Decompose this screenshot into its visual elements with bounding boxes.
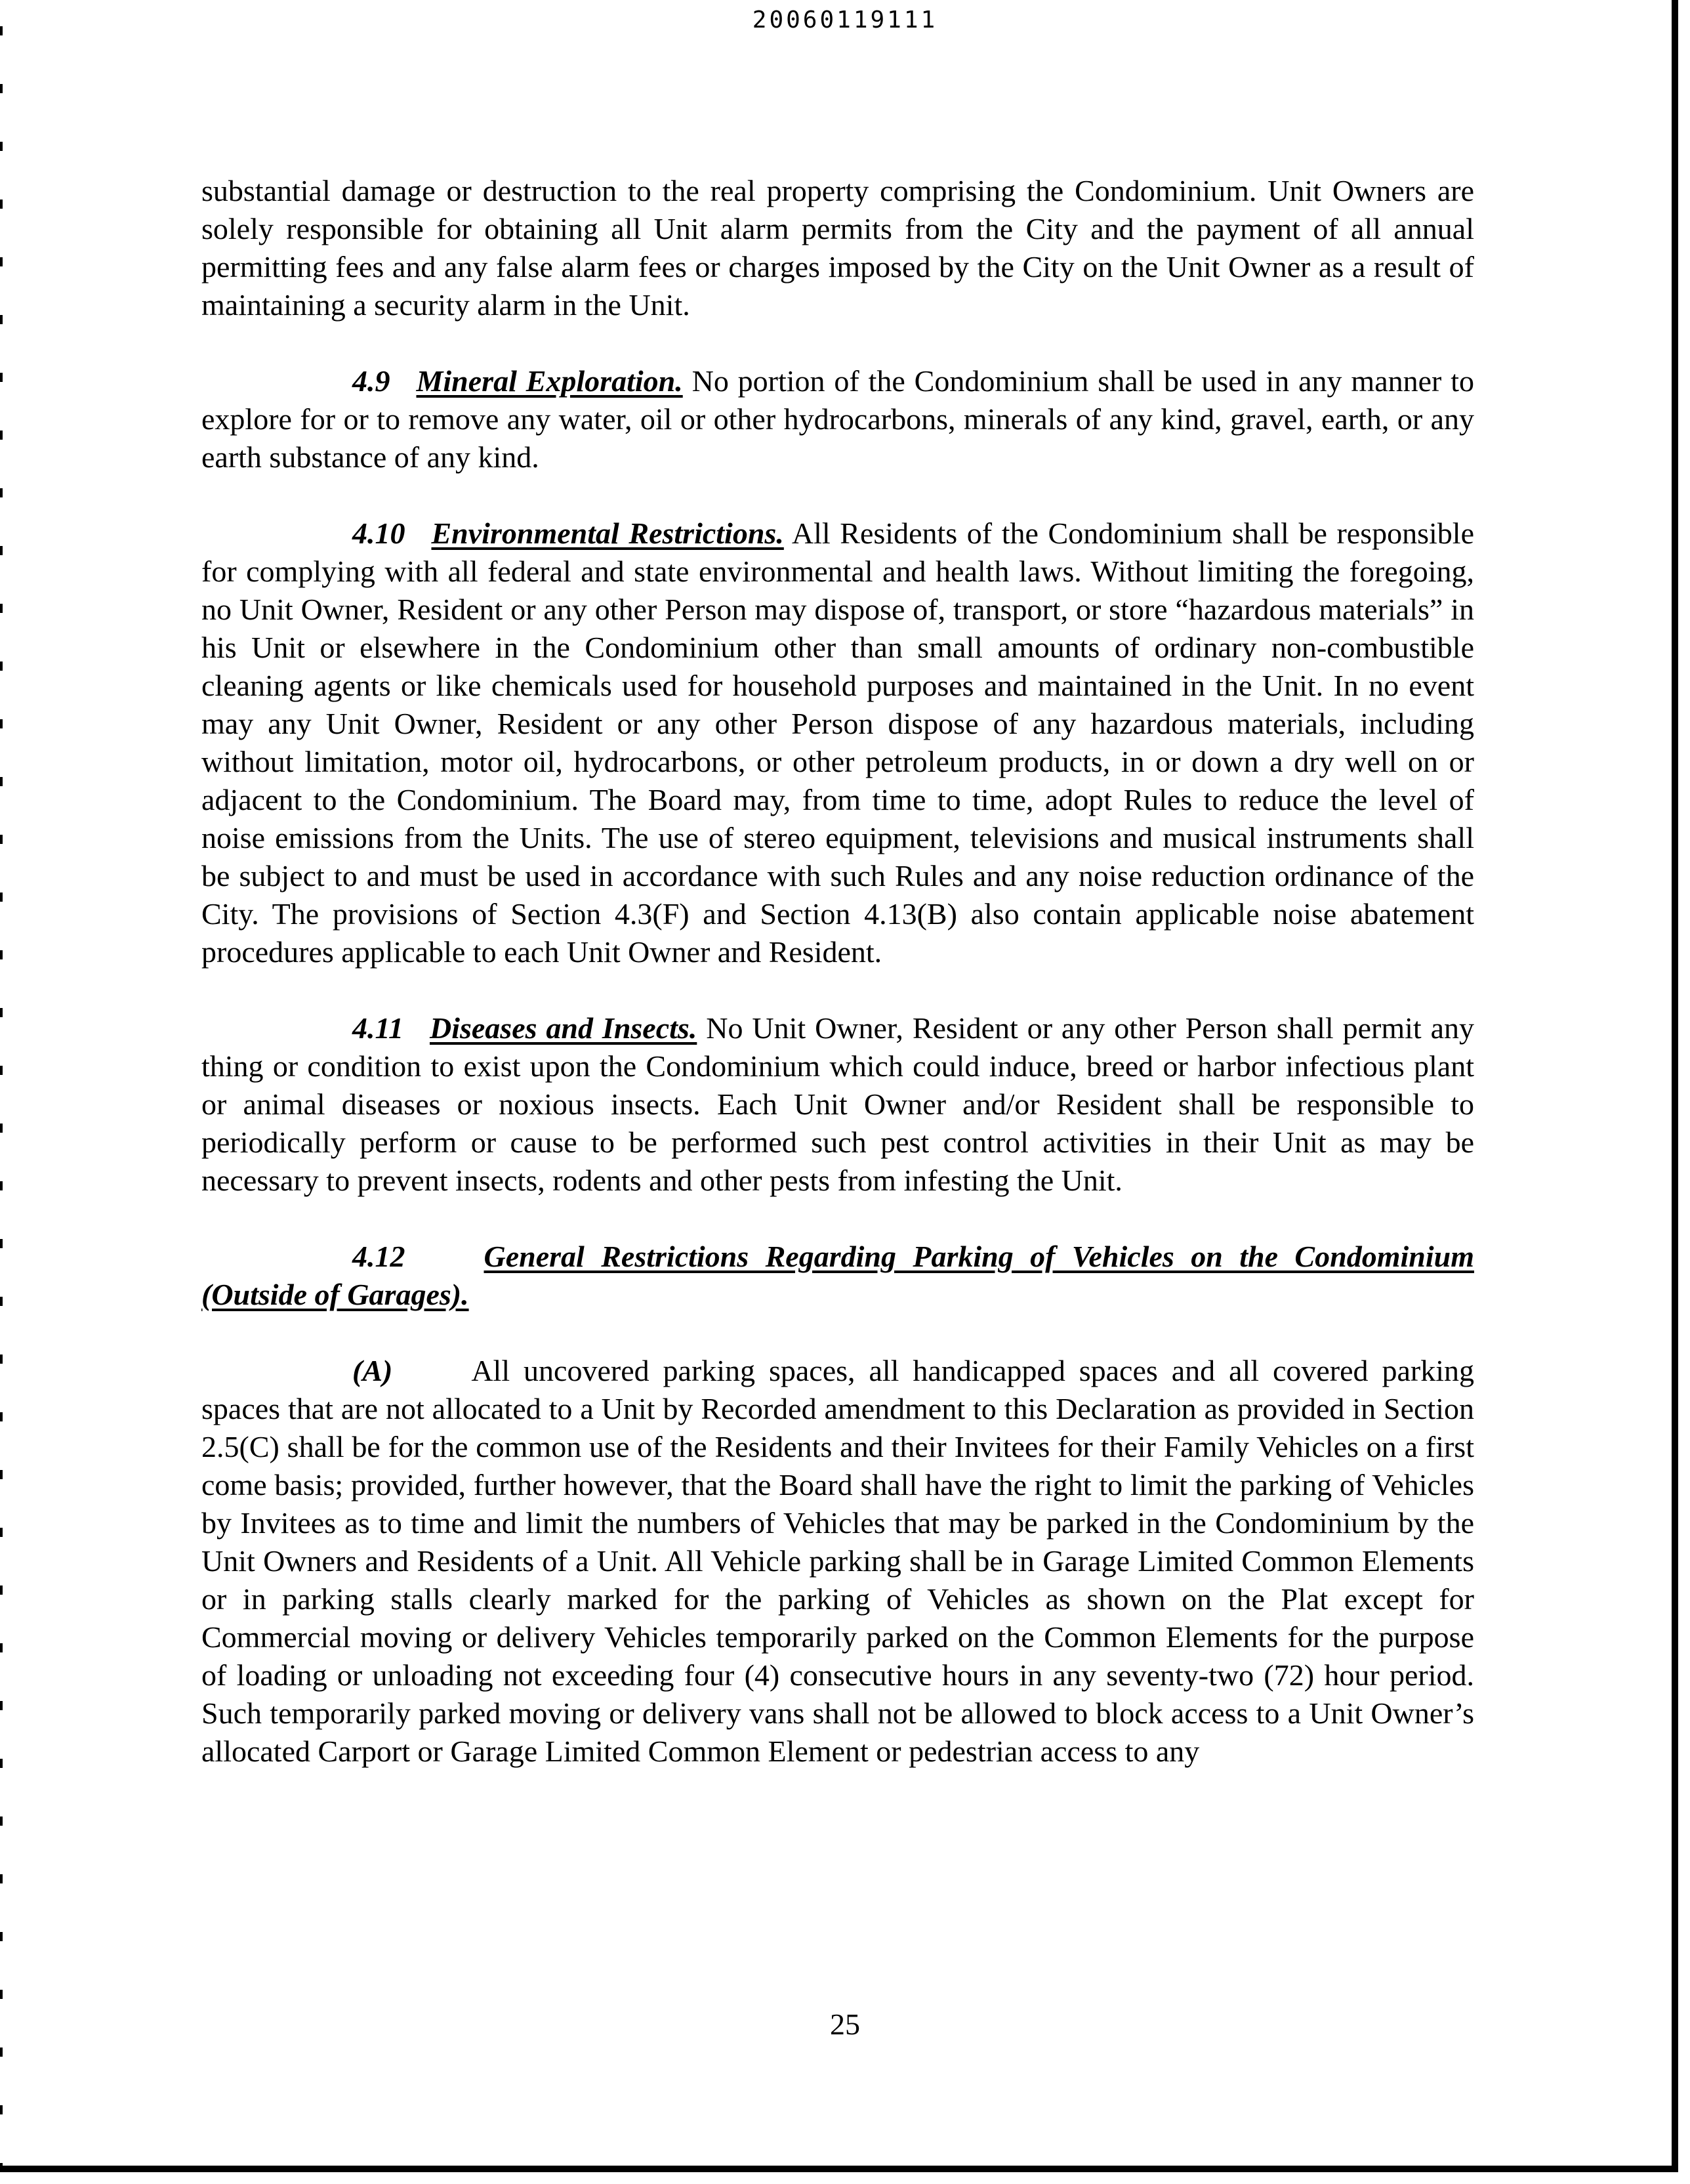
document-number: 20060119111 [752,7,938,33]
section-4-11 [201,1009,1474,1200]
section-heading: General Restrictions Regarding Parking of Vehicles on the Condominium (Outside of Garages). [201,1240,1474,1311]
subsection-label: (A) [352,1354,393,1387]
section-4-10 [201,514,1474,971]
section-number: 4.12 [352,1240,405,1273]
section-heading: Diseases and Insects. [429,1011,697,1045]
page-number: 25 [830,2007,860,2041]
section-number: 4.9 [352,364,390,398]
section-text: No portion of the Condominium shall be used in any manner to explore for or to remove any water, oil or other hydrocarbons, minerals of any kind, gravel, earth, or any earth substance of any kind. [201,364,1474,474]
document-body [201,172,1474,1809]
section-4-9 [201,362,1474,476]
section-text: All Residents of the Condominium shall be responsible for complying with all federal and state environmental and health laws. Without limiting the foregoing, no Unit Owner, Resident or any other Person may dispose of, transport, or store “hazardous materials” in his Unit or elsewhere in the Condominium other than small amounts of ordinary non-combustible cleaning agents or like chemicals used for household purposes and maintained in the Unit. In no event may any Unit Owner, Resident or any other Person dispose of any hazardous materials, including without limitation, motor oil, hydrocarbons, or other petroleum products, in or down a dry well on or adjacent to the Condominium. The Board may, from time to time, adopt Rules to reduce the level of noise emissions from the Units. The use of stereo equipment, televisions and musical instruments shall be subject to and must be used in accordance with such Rules and any noise reduction ordinance of the City. The provisions of Section 4.3(F) and Section 4.13(B) also contain applicable noise abatement procedures applicable to each Unit Owner and Resident. [201,516,1474,969]
subsection-text: All uncovered parking spaces, all handicapped spaces and all covered parking spaces that are not allocated to a Unit by Recorded amendment to this Declaration as provided in Section 2.5(C) shall be for the common use of the Residents and their Invitees for their Family Vehicles on a first come basis; provided, further however, that the Board shall have the right to limit the parking of Vehicles by Invitees as to time and limit the numbers of Vehicles that may be parked in the Condominium by the Unit Owners and Residents of a Unit. All Vehicle parking shall be in Garage Limited Common Elements or in parking stalls clearly marked for the parking of Vehicles as shown on the Plat except for Commercial moving or delivery Vehicles temporarily parked on the Common Elements for the purpose of loading or unloading not exceeding four (4) consecutive hours in any seventy-two (72) hour period. Such temporarily parked moving or delivery vans shall not be allowed to block access to a Unit Owner’s allocated Carport or Garage Limited Common Element or pedestrian access to any [201,1354,1474,1768]
section-text: No Unit Owner, Resident or any other Person shall permit any thing or condition to exist upon the Condominium which could induce, breed or harbor infectious plant or animal diseases or noxious insects. Each Unit Owner and/or Resident shall be responsible to periodically perform or cause to be performed such pest control activities in their Unit as may be necessary to prevent insects, rodents and other pests from infesting the Unit. [201,1011,1475,1197]
section-heading: Mineral Exploration. [416,364,683,398]
section-number: 4.11 [352,1011,403,1045]
paragraph-continuation [201,172,1474,324]
section-4-12-a [201,1352,1474,1771]
section-heading: Environmental Restrictions. [431,516,784,550]
section-number: 4.10 [352,516,405,550]
section-4-12-heading [201,1238,1474,1314]
scan-edge-marks [0,26,3,2166]
paragraph-text: substantial damage or destruction to the real property comprising the Condominium. Unit Owners are solely responsible for obtaining all Unit alarm permits from the City and the payment of all annual permitting fees and any false alarm fees or charges imposed by the City on the Unit Owner as a result of maintaining a security alarm in the Unit. [201,174,1474,322]
